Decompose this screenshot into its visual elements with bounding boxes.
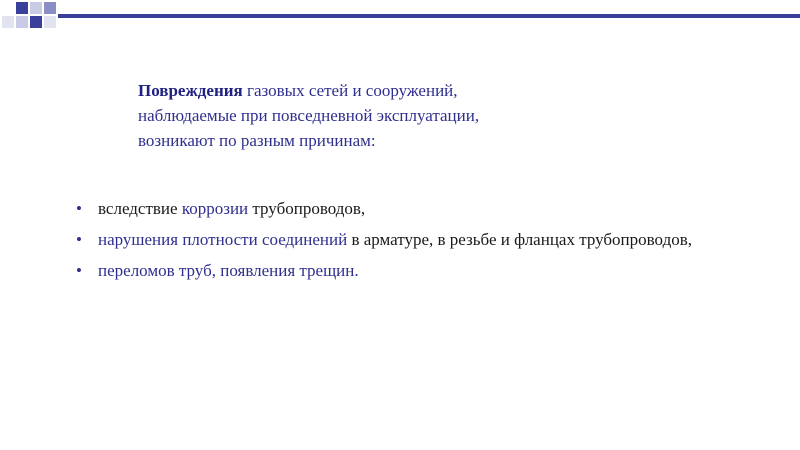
- intro-line-1: [138, 78, 698, 103]
- decor-square: [2, 16, 14, 28]
- list-item-pre: вследствие: [98, 199, 182, 218]
- list-item-post: трубопроводов,: [248, 199, 366, 218]
- intro-bold-word: Повреждения: [138, 81, 243, 100]
- list-item-highlight: переломов труб, появления трещин.: [98, 261, 359, 280]
- bullet-icon: •: [76, 199, 82, 218]
- decor-square: [16, 16, 28, 28]
- decor-square: [44, 16, 56, 28]
- causes-list: [76, 196, 776, 289]
- intro-line-1-rest: газовых сетей и сооружений,: [242, 81, 458, 100]
- bullet-icon: •: [76, 230, 82, 249]
- list-item-highlight: нарушения плотности соединений: [98, 230, 348, 249]
- decor-square: [30, 16, 42, 28]
- intro-paragraph: [138, 78, 698, 153]
- intro-line-2: наблюдаемые при повседневной эксплуатации,: [138, 106, 480, 125]
- list-item-highlight: коррозии: [181, 199, 249, 218]
- decor-square: [16, 2, 28, 14]
- list-item: [76, 227, 776, 252]
- header-decoration: [0, 0, 800, 30]
- intro-line-3: возникают по разным причинам:: [138, 131, 376, 150]
- decor-square: [44, 2, 56, 14]
- header-rule: [58, 14, 800, 18]
- list-item-post: в арматуре, в резьбе и фланцах трубопроводов,: [347, 230, 692, 249]
- bullet-icon: •: [76, 261, 82, 280]
- decor-square: [30, 2, 42, 14]
- list-item: [76, 258, 776, 283]
- list-item: [76, 196, 776, 221]
